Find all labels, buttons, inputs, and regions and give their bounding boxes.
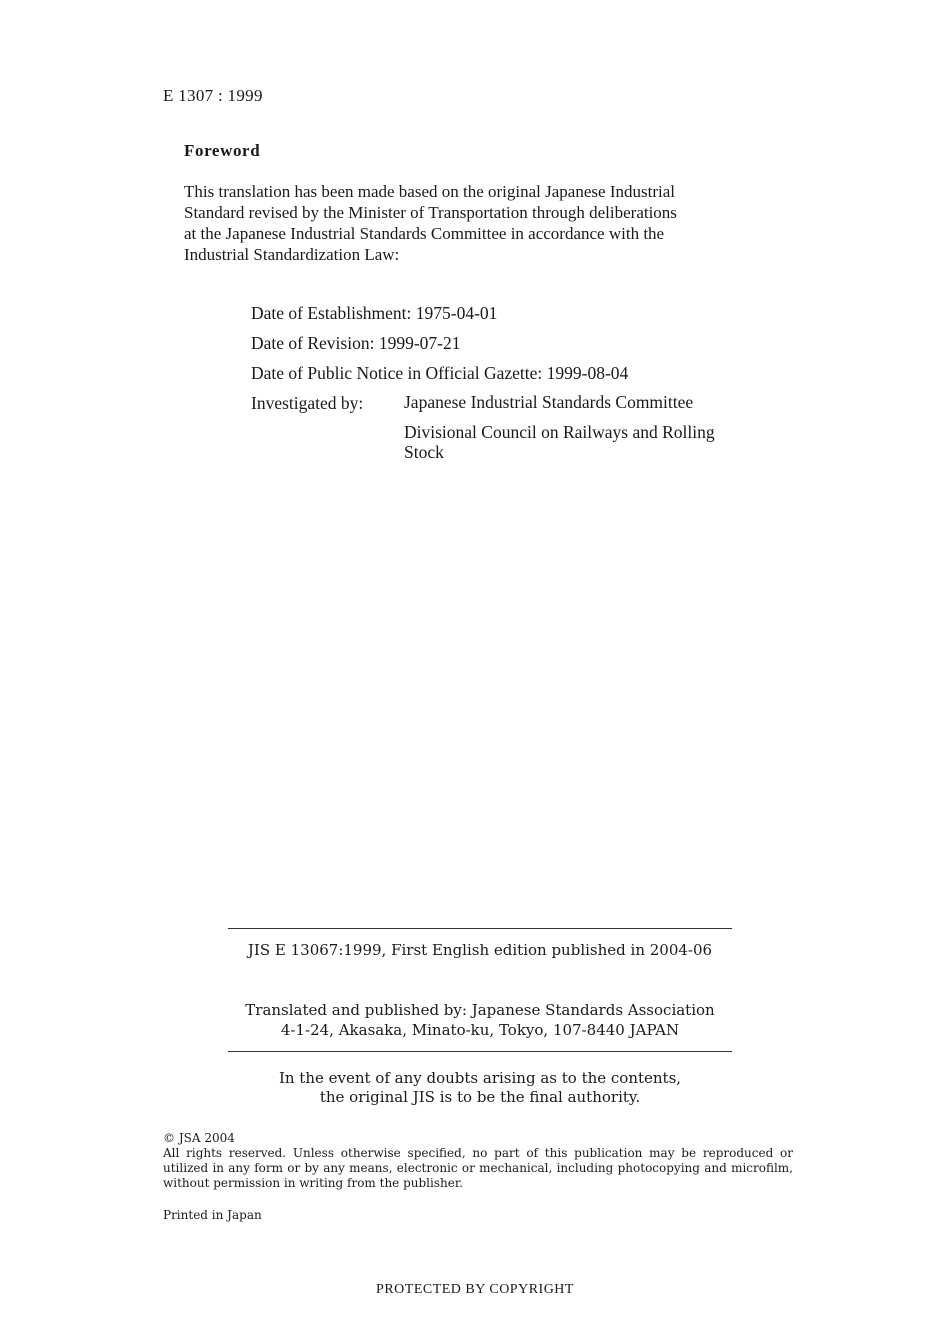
authority-line: the original JIS is to be the final authority. (319, 1088, 641, 1106)
investigated-line: Stock (404, 442, 444, 462)
authority-note (228, 1069, 732, 1107)
publisher-block (228, 1000, 732, 1040)
foreword-title: Foreword (184, 141, 261, 160)
standard-number: E 1307 : 1999 (163, 86, 263, 105)
foreword-line: This translation has been made based on the original Japanese Industrial (184, 182, 675, 201)
foreword-line: Standard revised by the Minister of Transportation through deliberations (184, 203, 677, 222)
dates-block (251, 302, 628, 392)
divider-top (228, 928, 732, 929)
foreword-line: at the Japanese Industrial Standards Committee in accordance with the (184, 224, 665, 243)
date-establishment: Date of Establishment: 1975-04-01 (251, 303, 498, 323)
authority-line: In the event of any doubts arising as to the contents, (278, 1069, 682, 1087)
divider-bottom (228, 1051, 732, 1052)
investigated-value (404, 392, 715, 462)
publisher-line: Translated and published by: Japanese Standards Association (245, 1001, 715, 1019)
publisher-address: 4-1-24, Akasaka, Minato-ku, Tokyo, 107-8440 JAPAN (280, 1021, 680, 1039)
investigated-label: Investigated by: (251, 393, 364, 413)
investigated-line: Divisional Council on Railways and Rolling (404, 422, 715, 442)
copyright-notice: © JSA 2004 (163, 1131, 235, 1145)
edition-line: JIS E 13067:1999, First English edition published in 2004-06 (247, 941, 713, 959)
rights-statement: All rights reserved. Unless otherwise specified, no part of this publication may be reproduced or utilized in any form or by any means, electronic or mechanical, including photocopying and microfilm, without permission in writing from the publisher. (163, 1146, 793, 1190)
protected-by-copyright: PROTECTED BY COPYRIGHT (376, 1282, 574, 1297)
date-public-notice: Date of Public Notice in Official Gazette: 1999-08-04 (251, 363, 629, 383)
investigated-line: Japanese Industrial Standards Committee (404, 392, 694, 412)
date-revision: Date of Revision: 1999-07-21 (251, 333, 461, 353)
printed-in: Printed in Japan (163, 1208, 262, 1222)
foreword-line: Industrial Standardization Law: (184, 245, 400, 264)
foreword-paragraph (184, 181, 804, 265)
